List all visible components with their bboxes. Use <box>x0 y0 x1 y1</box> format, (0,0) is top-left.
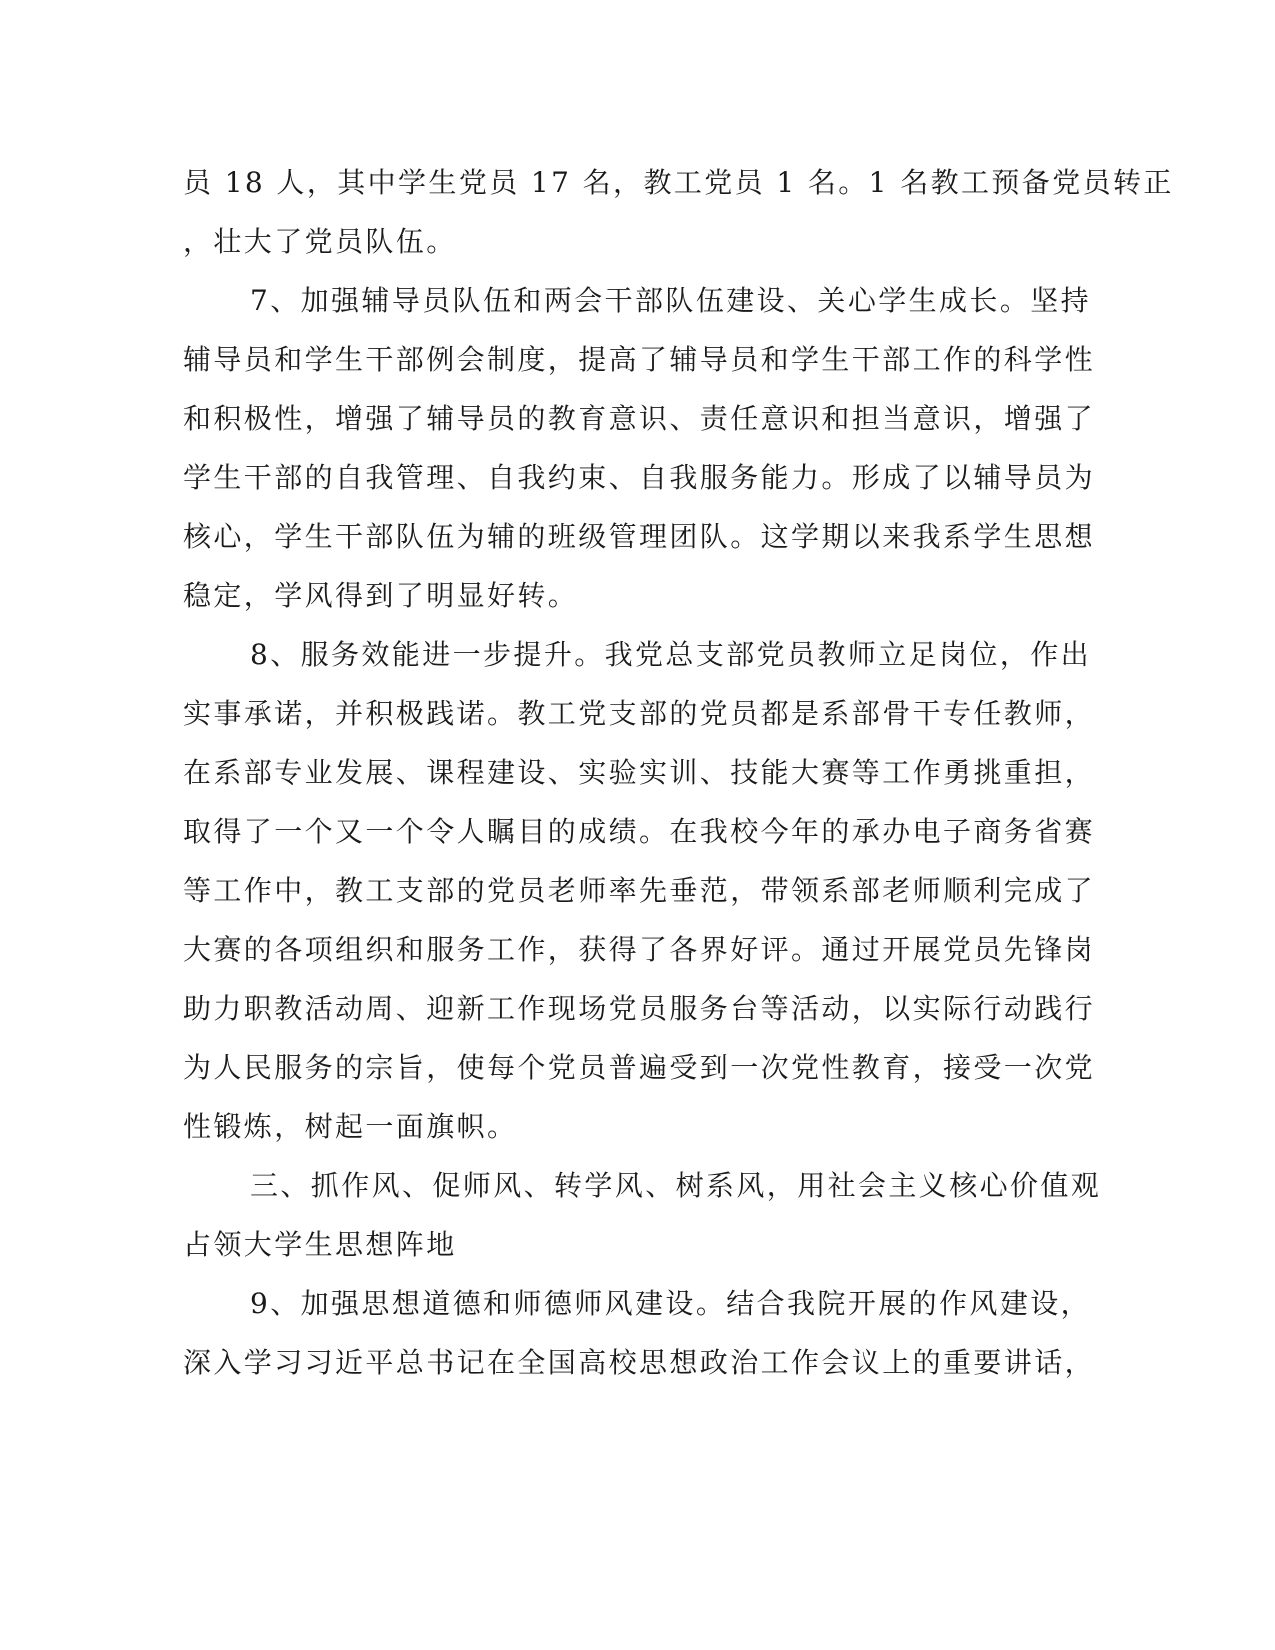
paragraph-heading-9: 9、加强思想道德和师德师风建设。结合我院开展的作风建设， <box>250 1287 1092 1320</box>
text-line: 稳定，学风得到了明显好转。 <box>183 579 579 612</box>
text-line: 取得了一个又一个令人瞩目的成绩。在我校今年的承办电子商务省赛 <box>183 815 1096 848</box>
text-line: 等工作中，教工支部的党员老师率先垂范，带领系部老师顺利完成了 <box>183 874 1096 907</box>
text-line: ，壮大了党员队伍。 <box>183 225 457 258</box>
body-text <box>183 157 1174 1396</box>
text-line: 核心，学生干部队伍为辅的班级管理团队。这学期以来我系学生思想 <box>183 520 1096 553</box>
paragraph-heading-8: 8、服务效能进一步提升。我党总支部党员教师立足岗位，作出 <box>250 638 1092 671</box>
text-line: 辅导员和学生干部例会制度，提高了辅导员和学生干部工作的科学性 <box>183 343 1096 376</box>
text-line: 性锻炼，树起一面旗帜。 <box>183 1110 518 1143</box>
text-line: 助力职教活动周、迎新工作现场党员服务台等活动，以实际行动践行 <box>183 992 1096 1025</box>
text-line: 占领大学生思想阵地 <box>183 1228 457 1261</box>
section-heading-3: 三、抓作风、促师风、转学风、树系风，用社会主义核心价值观 <box>250 1169 1102 1202</box>
text-line: 在系部专业发展、课程建设、实验实训、技能大赛等工作勇挑重担， <box>183 756 1096 789</box>
text-line: 为人民服务的宗旨，使每个党员普遍受到一次党性教育，接受一次党 <box>183 1051 1096 1084</box>
text-line: 学生干部的自我管理、自我约束、自我服务能力。形成了以辅导员为 <box>183 461 1096 494</box>
text-line: 和积极性，增强了辅导员的教育意识、责任意识和担当意识，增强了 <box>183 402 1096 435</box>
text-line: 实事承诺，并积极践诺。教工党支部的党员都是系部骨干专任教师， <box>183 697 1096 730</box>
paragraph-heading-7: 7、加强辅导员队伍和两会干部队伍建设、关心学生成长。坚持 <box>250 284 1092 317</box>
text-line: 大赛的各项组织和服务工作，获得了各界好评。通过开展党员先锋岗 <box>183 933 1096 966</box>
text-line: 深入学习习近平总书记在全国高校思想政治工作会议上的重要讲话， <box>183 1346 1096 1379</box>
text-line: 员 18 人，其中学生党员 17 名，教工党员 1 名。1 名教工预备党员转正 <box>183 166 1174 199</box>
